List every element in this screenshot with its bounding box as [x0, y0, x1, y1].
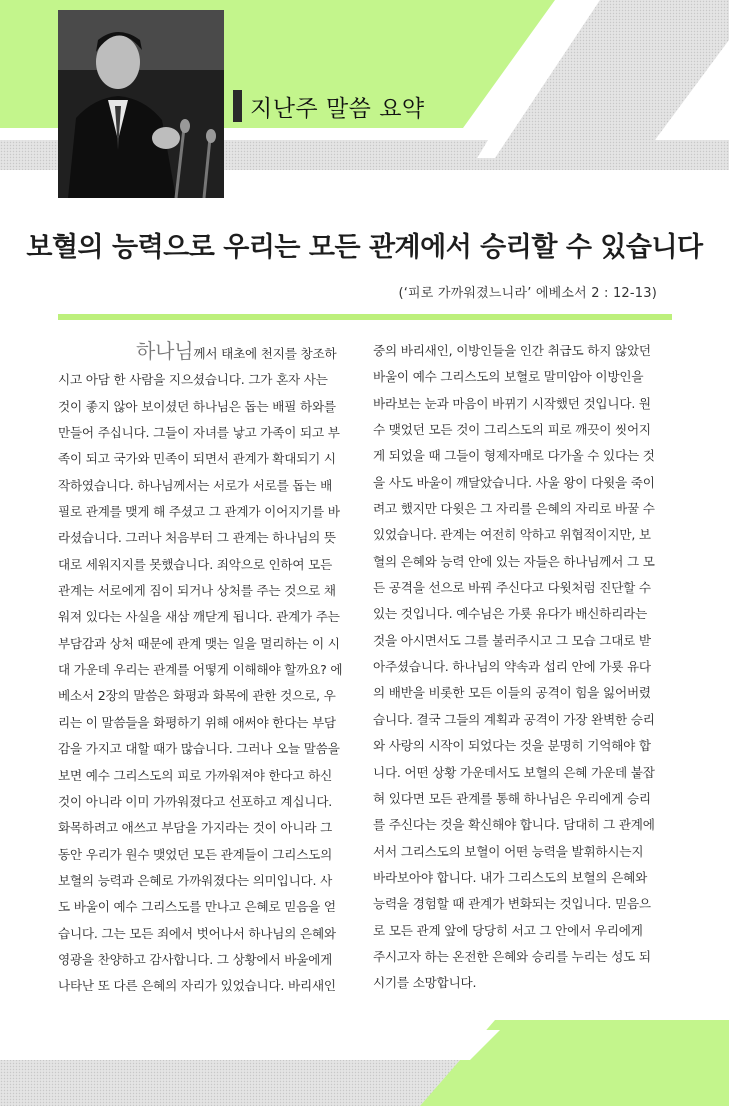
white-cut-bottom	[0, 1030, 500, 1060]
body-column-left	[58, 338, 354, 1000]
body-line	[58, 894, 354, 920]
body-line-text: 중의 바리새인, 이방인들을 인간 취급도 하지 않았던	[373, 343, 651, 358]
body-line-text: 습니다. 결국 그들의 계획과 공격이 가장 완벽한 승리	[373, 711, 655, 727]
body-line	[58, 631, 354, 657]
body-line	[58, 815, 354, 841]
body-line	[373, 364, 673, 390]
body-line-text: 혀 있다면 모든 관계를 통해 하나님은 우리에게 승리	[373, 790, 651, 806]
body-line	[373, 918, 673, 944]
body-line	[58, 710, 354, 736]
body-line-text: 바울이 예수 그리스도의 보혈로 말미암아 이방인을	[373, 369, 644, 385]
body-line-text: 께서 태초에 천지를 창조하	[193, 346, 337, 361]
body-line	[373, 944, 673, 970]
body-line	[373, 707, 673, 733]
body-line	[58, 683, 354, 709]
body-line-text: 대로 세워지지를 못했습니다. 죄악으로 인하여 모든	[58, 556, 333, 572]
body-line	[373, 496, 673, 522]
body-line-text: 습니다. 그는 모든 죄에서 벗어나서 하나님의 은혜와	[58, 925, 336, 941]
body-line	[373, 601, 673, 627]
body-line	[373, 470, 673, 496]
body-line	[58, 973, 354, 999]
body-line	[373, 680, 673, 706]
body-line	[373, 575, 673, 601]
lead-word: 하나님	[136, 339, 194, 363]
body-line-text: 주시고자 하는 온전한 은혜와 승리를 누리는 성도 되	[373, 948, 651, 964]
body-line	[373, 970, 673, 996]
body-line-text: 족이 되고 국가와 민족이 되면서 관계가 확대되기 시	[58, 451, 336, 467]
body-line	[373, 812, 673, 838]
body-line-text: 도 바울이 예수 그리스도를 만나고 은혜로 믿음을 얻	[58, 899, 336, 915]
body-line	[373, 628, 673, 654]
body-line-text: 필로 관계를 맺게 해 주셨고 그 관계가 이어지기를 바	[58, 504, 340, 520]
body-line	[58, 473, 354, 499]
body-line-text: 수 맺었던 모든 것이 그리스도의 피로 깨끗이 씻어지	[373, 422, 651, 438]
body-line	[58, 367, 354, 393]
body-line	[58, 657, 354, 683]
body-line	[58, 525, 354, 551]
body-line-text: 을 사도 바울이 깨달았습니다. 사울 왕이 다윗을 죽이	[373, 474, 655, 490]
body-line-text: 보혈의 능력과 은혜로 가까워졌다는 의미입니다. 사	[58, 872, 333, 888]
body-line-text: 시기를 소망합니다.	[373, 975, 477, 991]
body-line	[58, 842, 354, 868]
section-label-text: 지난주 말씀 요약	[250, 95, 425, 122]
speaker-photo	[58, 10, 224, 198]
body-line	[373, 391, 673, 417]
body-line	[58, 736, 354, 762]
body-line	[58, 394, 354, 420]
body-line	[58, 446, 354, 472]
body-column-right	[373, 338, 673, 997]
body-line	[58, 338, 354, 367]
body-line-text: 작하였습니다. 하나님께서는 서로가 서로를 돕는 배	[58, 477, 333, 493]
body-line-text: 를 주신다는 것을 확신해야 합니다. 담대히 그 관계에	[373, 817, 655, 833]
body-line-text: 리는 이 말씀들을 화평하기 위해 애써야 한다는 부담	[58, 714, 336, 730]
body-line-text: 만들어 주십니다. 그들이 자녀를 낳고 가족이 되고 부	[58, 425, 340, 441]
body-line-text: 아주셨습니다. 하나님의 약속과 섭리 안에 가룟 유다	[373, 659, 651, 675]
body-line-text: 나타난 또 다른 은혜의 자리가 있었습니다. 바리새인	[58, 978, 336, 994]
body-line-text: 로 모든 관계 앞에 당당히 서고 그 안에서 우리에게	[373, 922, 643, 938]
body-line-text: 것이 아니라 이미 가까워졌다고 선포하고 계십니다.	[58, 793, 333, 809]
body-line	[373, 760, 673, 786]
body-line-text: 있는 것입니다. 예수님은 가룟 유다가 배신하리라는	[373, 606, 648, 622]
section-label-bar	[233, 90, 242, 122]
body-line	[373, 786, 673, 812]
body-line	[58, 868, 354, 894]
body-line-text: 화목하려고 애쓰고 부담을 가지라는 것이 아니라 그	[58, 820, 333, 836]
green-divider	[58, 314, 672, 320]
section-label	[233, 86, 425, 126]
body-line-text: 감을 가지고 대할 때가 많습니다. 그러나 오늘 말씀을	[58, 741, 340, 757]
body-line	[373, 549, 673, 575]
body-line-text: 영광을 찬양하고 감사합니다. 그 상황에서 바울에게	[58, 951, 333, 967]
body-line-text: 것을 아시면서도 그를 불러주시고 그 모습 그대로 받	[373, 632, 651, 648]
body-line-text: 와 사랑의 시작이 되었다는 것을 분명히 기억해야 합	[373, 738, 651, 754]
body-line-text: 부담감과 상처 때문에 관계 맺는 일을 멀리하는 이 시	[58, 635, 340, 651]
scripture-source: (‘피로 가까워졌느니라’ 에베소서 2 : 12-13)	[398, 286, 657, 301]
body-line-text: 라셨습니다. 그러나 처음부터 그 관계는 하나님의 뜻	[58, 530, 336, 546]
body-line	[373, 417, 673, 443]
body-line-text: 대 가운데 우리는 관계를 어떻게 이해해야 할까요? 에	[58, 662, 343, 678]
body-line-text: 게 되었을 때 그들이 형제자매로 다가올 수 있다는 것	[373, 448, 655, 464]
speaker-photo-icon	[58, 10, 224, 198]
body-line	[58, 578, 354, 604]
body-line	[58, 921, 354, 947]
body-line-text: 워져 있다는 사실을 새삼 깨닫게 됩니다. 관계가 주는	[58, 609, 340, 625]
body-line-text: 바라보아야 합니다. 내가 그리스도의 보혈의 은혜와	[373, 869, 648, 885]
body-line	[58, 420, 354, 446]
body-line-text: 서서 그리스도의 보혈이 어떤 능력을 발휘하시는지	[373, 843, 644, 859]
body-line-text: 혈의 은혜와 능력 안에 있는 자들은 하나님께서 그 모	[373, 553, 655, 569]
body-line-text: 있었습니다. 관계는 여전히 악하고 위협적이지만, 보	[373, 527, 651, 543]
body-line	[373, 522, 673, 548]
body-line	[373, 839, 673, 865]
body-line-text: 니다. 어떤 상황 가운데서도 보혈의 은혜 가운데 붙잡	[373, 764, 655, 780]
body-line-text: 능력을 경험할 때 관계가 변화되는 것입니다. 믿음으	[373, 896, 651, 912]
body-line	[58, 763, 354, 789]
body-line	[373, 865, 673, 891]
body-line-text: 려고 했지만 다윗은 그 자리를 은혜의 자리로 바꿀 수	[373, 501, 655, 517]
body-line-text: 동안 우리가 원수 맺었던 모든 관계들이 그리스도의	[58, 846, 333, 862]
body-line	[373, 443, 673, 469]
body-line	[373, 733, 673, 759]
body-line-text: 바라보는 눈과 마음이 바뀌기 시작했던 것입니다. 원	[373, 395, 651, 411]
body-line	[58, 947, 354, 973]
body-line	[58, 499, 354, 525]
body-line	[373, 654, 673, 680]
body-line-text: 베소서 2장의 말씀은 화평과 화목에 관한 것으로, 우	[58, 688, 336, 704]
body-line	[373, 891, 673, 917]
body-line-text: 의 배반을 비롯한 모든 이들의 공격이 힘을 잃어버렸	[373, 685, 651, 701]
body-line	[373, 338, 673, 364]
body-line-text: 것이 좋지 않아 보이셨던 하나님은 돕는 배필 하와를	[58, 398, 336, 414]
body-line-text: 든 공격을 선으로 바꿔 주신다고 다윗처럼 진단할 수	[373, 580, 651, 596]
body-line	[58, 789, 354, 815]
body-line	[58, 552, 354, 578]
body-line-text: 보면 예수 그리스도의 피로 가까워져야 한다고 하신	[58, 767, 333, 783]
body-line	[58, 604, 354, 630]
body-line-text: 시고 아담 한 사람을 지으셨습니다. 그가 혼자 사는	[58, 372, 328, 388]
sermon-headline: 보혈의 능력으로 우리는 모든 관계에서 승리할 수 있습니다	[26, 232, 703, 263]
body-line-text: 관계는 서로에게 짐이 되거나 상처를 주는 것으로 채	[58, 583, 336, 599]
